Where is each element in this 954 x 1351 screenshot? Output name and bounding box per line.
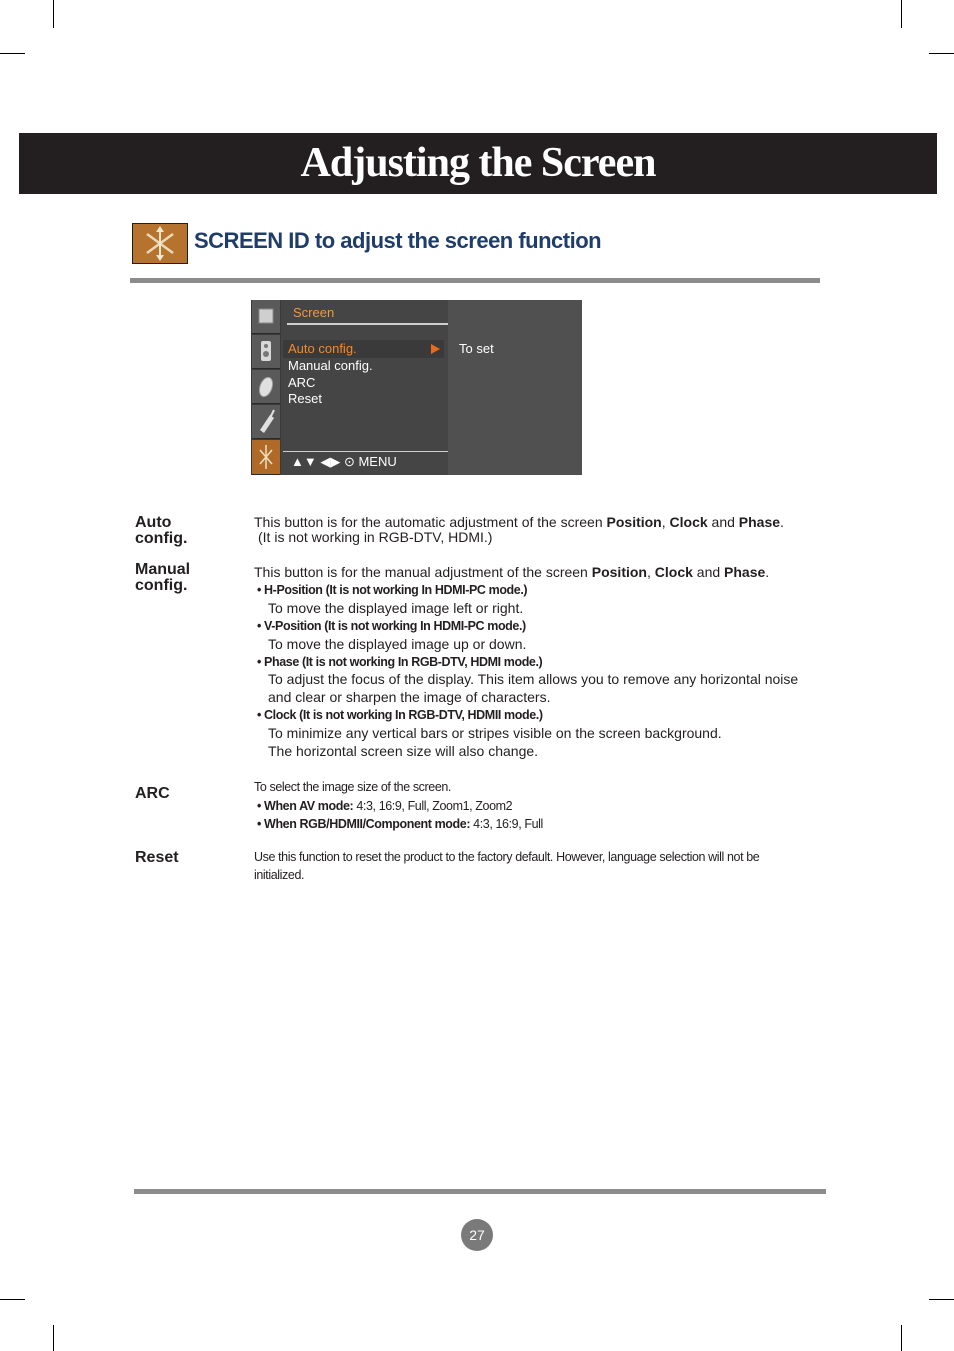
desc-text: , xyxy=(661,514,666,530)
arc-av-mode xyxy=(257,797,512,815)
vposition-desc: To move the displayed image up or down. xyxy=(268,636,527,652)
right-arrow-icon xyxy=(431,344,440,354)
osd-tab-sound xyxy=(252,335,280,369)
vposition-title: • V-Position (It is not working In HDMI-PC mode.) xyxy=(257,619,526,633)
footer-divider xyxy=(134,1189,826,1194)
bold-term: Position xyxy=(606,514,662,530)
tools-icon xyxy=(252,405,280,438)
move-arrows-icon xyxy=(133,224,187,263)
label-line: Auto xyxy=(135,514,172,531)
label-line: config. xyxy=(135,530,188,547)
page-number: 27 xyxy=(461,1219,493,1251)
osd-item-reset: Reset xyxy=(288,391,322,406)
arc-desc: To select the image size of the screen. xyxy=(254,780,452,794)
page-title: Adjusting the Screen xyxy=(300,140,656,186)
crop-mark xyxy=(53,0,54,28)
clock-desc-2: The horizontal screen size will also change. xyxy=(268,743,539,759)
osd-menu xyxy=(251,300,582,475)
section-title: SCREEN ID to adjust the screen function xyxy=(194,228,602,253)
osd-item-auto-config xyxy=(283,340,444,358)
label-line: config. xyxy=(135,577,188,594)
desc-text: . xyxy=(780,514,784,530)
reset-desc-2: initialized. xyxy=(254,868,305,882)
bold-term: Clock xyxy=(654,564,693,580)
osd-tab-screen xyxy=(252,440,280,475)
auto-config-label xyxy=(135,515,187,547)
osd-tab-option xyxy=(252,405,280,439)
bold-term: Phase xyxy=(724,564,766,580)
bold-term: Position xyxy=(591,564,647,580)
osd-tab-time xyxy=(252,370,280,404)
crop-mark xyxy=(53,1325,54,1351)
crop-mark xyxy=(929,1299,954,1300)
osd-tab-column xyxy=(251,300,281,475)
osd-header: Screen xyxy=(293,305,335,320)
label-line: Manual xyxy=(135,561,191,578)
phase-title: • Phase (It is not working In RGB-DTV, HDMI mode.) xyxy=(257,655,543,669)
sound-icon xyxy=(252,335,280,368)
arc-rgb-mode xyxy=(257,815,543,833)
auto-config-note: (It is not working in RGB-DTV, HDMI.) xyxy=(258,529,493,545)
arc-label: ARC xyxy=(135,785,170,802)
picture-icon xyxy=(252,300,280,333)
clock-icon xyxy=(252,370,280,403)
arc-rgb-title: • When RGB/HDMII/Component mode: xyxy=(257,817,471,831)
phase-desc-1: To adjust the focus of the display. This item allows you to remove any horizontal noise xyxy=(268,671,799,687)
screen-icon xyxy=(252,440,280,474)
osd-tab-picture xyxy=(252,300,280,334)
desc-text: and xyxy=(707,514,739,530)
manual-config-desc xyxy=(254,564,769,580)
osd-item-arc: ARC xyxy=(288,375,316,390)
arc-av-values: 4:3, 16:9, Full, Zoom1, Zoom2 xyxy=(353,799,513,813)
crop-mark xyxy=(929,53,954,54)
arc-av-title: • When AV mode: xyxy=(257,799,354,813)
desc-text: . xyxy=(765,564,770,580)
crop-mark xyxy=(0,1299,25,1300)
screen-menu-icon xyxy=(132,223,188,264)
desc-text: , xyxy=(646,564,651,580)
crop-mark xyxy=(901,1325,902,1351)
clock-title: • Clock (It is not working In RGB-DTV, HDMII mode.) xyxy=(257,708,543,722)
osd-footer-divider xyxy=(283,451,448,452)
osd-footer: ▲▼ ◀▶ ⊙ MENU xyxy=(291,454,397,469)
arc-rgb-values: 4:3, 16:9, Full xyxy=(470,817,543,831)
desc-text: This button is for the automatic adjustment of the screen xyxy=(254,514,607,530)
auto-config-desc xyxy=(254,514,784,530)
osd-header-divider xyxy=(287,323,448,325)
manual-config-label xyxy=(135,562,190,594)
bold-term: Clock xyxy=(669,514,708,530)
phase-desc-2: and clear or sharpen the image of characters. xyxy=(268,689,551,705)
osd-list-panel xyxy=(281,300,448,475)
osd-item-manual-config: Manual config. xyxy=(288,358,373,373)
reset-desc-1: Use this function to reset the product to the factory default. However, language selection will not be xyxy=(254,850,760,864)
desc-text: This button is for the manual adjustment of the screen xyxy=(254,564,592,580)
hposition-desc: To move the displayed image left or right. xyxy=(268,600,524,616)
crop-mark xyxy=(901,0,902,28)
osd-help-text: To set xyxy=(459,341,494,356)
osd-item-label: Auto config. xyxy=(288,341,357,356)
desc-text: and xyxy=(692,564,725,580)
clock-desc-1: To minimize any vertical bars or stripes visible on the screen background. xyxy=(268,725,722,741)
bold-term: Phase xyxy=(738,514,781,530)
hposition-title: • H-Position (It is not working In HDMI-PC mode.) xyxy=(257,583,528,597)
crop-mark xyxy=(0,53,25,54)
section-divider xyxy=(130,278,820,283)
reset-label: Reset xyxy=(135,849,179,866)
title-banner xyxy=(19,133,937,194)
